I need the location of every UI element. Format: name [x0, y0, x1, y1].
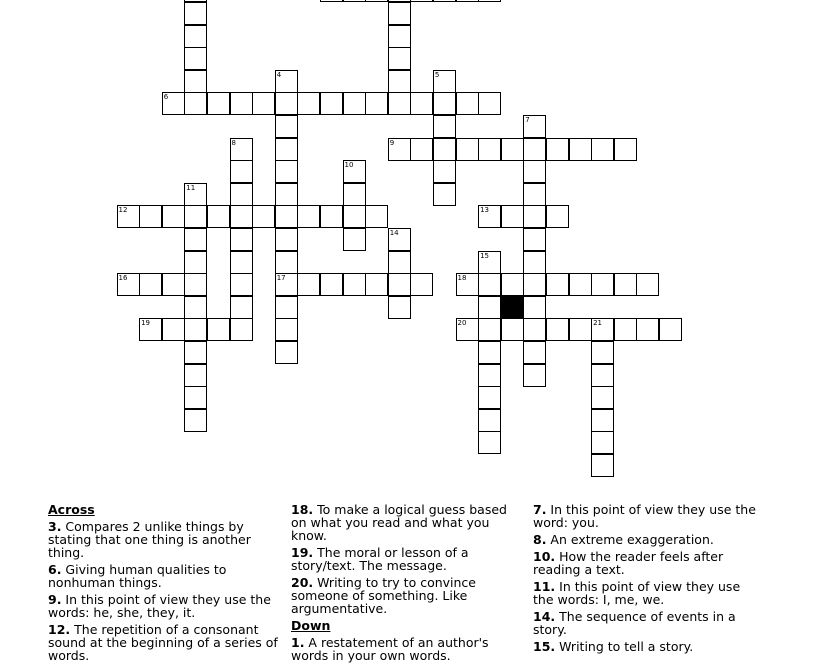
grid-cell[interactable]: [230, 273, 253, 296]
grid-cell[interactable]: [184, 386, 207, 409]
grid-cell[interactable]: [230, 318, 253, 341]
grid-cell[interactable]: [184, 251, 207, 274]
clue-text: The repetition of a consonant sound at the beginning of a series of words.: [48, 622, 278, 663]
grid-cell[interactable]: [478, 386, 501, 409]
grid-cell[interactable]: [433, 183, 456, 206]
grid-cell[interactable]: [523, 318, 546, 341]
clue-number: 19: [141, 319, 151, 328]
clues-column-1: [48, 503, 280, 666]
grid-cell[interactable]: [410, 0, 433, 2]
grid-cell[interactable]: [184, 47, 207, 70]
grid-cell[interactable]: [365, 92, 388, 115]
grid-cell[interactable]: [478, 205, 501, 228]
clue: [533, 610, 758, 636]
grid-cell[interactable]: [591, 454, 614, 477]
grid-cell[interactable]: [433, 0, 456, 2]
grid-cell[interactable]: [523, 251, 546, 274]
grid-cell[interactable]: [388, 251, 411, 274]
grid-cell[interactable]: [275, 205, 298, 228]
grid-cell[interactable]: [614, 318, 637, 341]
grid-cell[interactable]: [501, 205, 524, 228]
grid-cell[interactable]: [275, 273, 298, 296]
grid-cell[interactable]: [591, 318, 614, 341]
clue-number: 8: [231, 138, 236, 147]
grid-cell[interactable]: [184, 364, 207, 387]
grid-cell[interactable]: [523, 183, 546, 206]
grid-cell[interactable]: [343, 160, 366, 183]
grid-cell[interactable]: [614, 273, 637, 296]
down-heading: Down: [291, 618, 331, 633]
grid-cell[interactable]: [275, 183, 298, 206]
grid-cell[interactable]: [478, 251, 501, 274]
grid-cell[interactable]: [320, 205, 343, 228]
clue-number: 7.: [533, 502, 547, 517]
grid-cell[interactable]: [388, 228, 411, 251]
grid-cell[interactable]: [478, 318, 501, 341]
grid-cell[interactable]: [184, 409, 207, 432]
grid-cell[interactable]: [523, 138, 546, 161]
grid-cell[interactable]: [184, 25, 207, 48]
clue-number: 1.: [291, 635, 305, 650]
clues-column-2: [291, 503, 521, 666]
grid-cell[interactable]: [433, 70, 456, 93]
clue: [291, 576, 521, 615]
clue-number: 10: [344, 161, 354, 170]
grid-cell[interactable]: [297, 273, 320, 296]
clue-number: 12: [118, 206, 128, 215]
clue-number: 16: [118, 274, 128, 283]
clue-text: How the reader feels after reading a text.: [533, 549, 724, 577]
grid-cell[interactable]: [591, 409, 614, 432]
clue: [533, 640, 758, 653]
grid-cell[interactable]: [614, 138, 637, 161]
clue-text: To make a logical guess based on what you read and what you know.: [291, 502, 507, 543]
clue-number: 15.: [533, 639, 556, 654]
clue-number: 14.: [533, 609, 556, 624]
clues-column-3: [533, 503, 758, 657]
grid-cell[interactable]: [569, 318, 592, 341]
grid-cell[interactable]: [546, 138, 569, 161]
grid-cell[interactable]: [343, 92, 366, 115]
grid-cell[interactable]: [388, 273, 411, 296]
grid-cell[interactable]: [162, 273, 185, 296]
grid-cell[interactable]: [523, 228, 546, 251]
grid-cell[interactable]: [230, 205, 253, 228]
clue-number: 20.: [291, 575, 314, 590]
clue-text: Compares 2 unlike things by stating that one thing is another thing.: [48, 519, 251, 560]
clue: [291, 546, 521, 572]
grid-cell[interactable]: [184, 273, 207, 296]
clue-number: 18.: [291, 502, 314, 517]
grid-cell[interactable]: [365, 273, 388, 296]
grid-cell[interactable]: [184, 183, 207, 206]
grid-cell[interactable]: [320, 92, 343, 115]
grid-cell[interactable]: [297, 205, 320, 228]
clue-number: 4: [276, 70, 282, 79]
clue: [533, 533, 758, 546]
grid-cell[interactable]: [478, 341, 501, 364]
grid-cell[interactable]: [591, 138, 614, 161]
clue-number: 14: [389, 229, 399, 237]
grid-cell[interactable]: [636, 318, 659, 341]
grid-cell[interactable]: [478, 273, 501, 296]
grid-cell[interactable]: [388, 25, 411, 48]
clue-number: 6: [163, 93, 169, 102]
grid-cell[interactable]: [478, 138, 501, 161]
grid-cell[interactable]: [433, 160, 456, 183]
grid-cell[interactable]: [546, 205, 569, 228]
grid-cell[interactable]: [207, 318, 230, 341]
grid-cell[interactable]: [456, 0, 479, 2]
clue-number: 18: [457, 274, 467, 283]
grid-cell[interactable]: [275, 251, 298, 274]
clue-number: 12.: [48, 622, 71, 637]
clue-text: In this point of view they use the word: you.: [533, 502, 756, 530]
clue-number: 3.: [48, 519, 62, 534]
grid-cell[interactable]: [478, 296, 501, 319]
grid-cell[interactable]: [388, 92, 411, 115]
grid-cell[interactable]: [591, 386, 614, 409]
grid-cell[interactable]: [343, 273, 366, 296]
grid-cell[interactable]: [184, 296, 207, 319]
grid-cell[interactable]: [275, 296, 298, 319]
grid-cell[interactable]: [501, 318, 524, 341]
grid-cell[interactable]: [546, 273, 569, 296]
across-clue-list-continued: [291, 503, 521, 615]
grid-cell[interactable]: [478, 92, 501, 115]
clue-text: Writing to try to convince someone of something. Like argumentative.: [291, 575, 476, 616]
grid-cell[interactable]: [184, 205, 207, 228]
grid-cell[interactable]: [230, 251, 253, 274]
grid-cell[interactable]: [388, 70, 411, 93]
grid-cell[interactable]: [433, 138, 456, 161]
grid-cell[interactable]: [139, 205, 162, 228]
clue-text: An extreme exaggeration.: [546, 532, 714, 547]
grid-cell[interactable]: [275, 70, 298, 93]
clue-number: 10.: [533, 549, 556, 564]
grid-cell[interactable]: [117, 205, 140, 228]
grid-cell[interactable]: [162, 205, 185, 228]
grid-cell[interactable]: [523, 160, 546, 183]
grid-cell[interactable]: [230, 92, 253, 115]
grid-cell[interactable]: [184, 318, 207, 341]
across-clue-list: [48, 520, 280, 662]
grid-cell[interactable]: [230, 296, 253, 319]
across-heading: Across: [48, 502, 95, 517]
down-clue-list: [291, 636, 521, 662]
grid-cell[interactable]: [523, 341, 546, 364]
grid-cell[interactable]: [523, 296, 546, 319]
grid-cell[interactable]: [591, 364, 614, 387]
grid-cell[interactable]: [523, 205, 546, 228]
grid-cell[interactable]: [388, 47, 411, 70]
clue-number: 20: [457, 319, 467, 328]
grid-cell[interactable]: [365, 0, 388, 2]
grid-cell[interactable]: [297, 92, 320, 115]
grid-cell[interactable]: [230, 160, 253, 183]
grid-cell[interactable]: [162, 318, 185, 341]
grid-cell[interactable]: [365, 205, 388, 228]
grid-cell[interactable]: [275, 138, 298, 161]
clue-number: 6.: [48, 562, 62, 577]
black-square: [501, 296, 524, 319]
clue: [48, 623, 280, 662]
clue-number: 15: [480, 251, 490, 260]
grid-cell[interactable]: [275, 115, 298, 138]
grid-cell[interactable]: [478, 364, 501, 387]
grid-cell[interactable]: [591, 431, 614, 454]
grid-cell[interactable]: [252, 205, 275, 228]
grid-cell[interactable]: [388, 296, 411, 319]
clue-number: 9: [389, 138, 395, 147]
grid-cell[interactable]: [501, 273, 524, 296]
clue-text: In this point of view they use the words: he, she, they, it.: [48, 592, 271, 620]
grid-cell[interactable]: [275, 228, 298, 251]
grid-cell[interactable]: [388, 138, 411, 161]
clue-number: 13: [480, 206, 490, 215]
grid-cell[interactable]: [184, 228, 207, 251]
grid-cell[interactable]: [343, 0, 366, 2]
clue-number: 17: [276, 274, 286, 283]
grid-cell[interactable]: [184, 70, 207, 93]
grid-cell[interactable]: [478, 431, 501, 454]
grid-cell[interactable]: [546, 318, 569, 341]
clue-number: 21: [593, 319, 603, 328]
clue: [48, 593, 280, 619]
clue-number: 9.: [48, 592, 62, 607]
down-clue-list-continued: [533, 503, 758, 653]
grid-cell[interactable]: [343, 183, 366, 206]
clue-number: 11.: [533, 579, 556, 594]
clue: [533, 550, 758, 576]
grid-cell[interactable]: [139, 318, 162, 341]
grid-cell[interactable]: [456, 273, 479, 296]
grid-cell[interactable]: [523, 115, 546, 138]
grid-cell[interactable]: [162, 92, 185, 115]
grid-cell[interactable]: [117, 273, 140, 296]
clue-text: A restatement of an author's words in your own words.: [291, 635, 489, 663]
grid-cell[interactable]: [659, 318, 682, 341]
grid-cell[interactable]: [456, 138, 479, 161]
grid-cell[interactable]: [456, 92, 479, 115]
grid-cell[interactable]: [207, 205, 230, 228]
grid-cell[interactable]: [275, 341, 298, 364]
grid-cell[interactable]: [456, 318, 479, 341]
grid-cell[interactable]: [410, 138, 433, 161]
clue: [533, 503, 758, 529]
grid-cell[interactable]: [275, 318, 298, 341]
grid-cell[interactable]: [139, 273, 162, 296]
grid-cell[interactable]: [410, 273, 433, 296]
grid-cell[interactable]: [207, 92, 230, 115]
grid-cell[interactable]: [433, 115, 456, 138]
clue: [48, 563, 280, 589]
grid-cell[interactable]: [636, 273, 659, 296]
grid-cell[interactable]: [569, 273, 592, 296]
grid-cell[interactable]: [478, 409, 501, 432]
grid-cell[interactable]: [433, 92, 456, 115]
grid-cell[interactable]: [230, 183, 253, 206]
clue: [48, 520, 280, 559]
grid-cell[interactable]: [478, 0, 501, 2]
grid-cell[interactable]: [343, 228, 366, 251]
clue-number: 5: [434, 70, 440, 79]
grid-cell[interactable]: [569, 138, 592, 161]
clue: [291, 636, 521, 662]
grid-cell[interactable]: [230, 228, 253, 251]
grid-cell[interactable]: [523, 273, 546, 296]
clue: [533, 580, 758, 606]
clue-number: 8.: [533, 532, 547, 547]
grid-cell[interactable]: [275, 160, 298, 183]
grid-cell[interactable]: [320, 0, 343, 2]
grid-cell[interactable]: [184, 341, 207, 364]
grid-cell[interactable]: [184, 92, 207, 115]
grid-cell[interactable]: [523, 364, 546, 387]
clue-text: In this point of view they use the words: I, me, we.: [533, 579, 741, 607]
grid-cell[interactable]: [343, 205, 366, 228]
grid-cell[interactable]: [252, 92, 275, 115]
grid-cell[interactable]: [410, 92, 433, 115]
clue-number: 11: [186, 183, 196, 192]
grid-cell[interactable]: [275, 92, 298, 115]
grid-cell[interactable]: [320, 273, 343, 296]
clue-number: 7: [525, 116, 530, 124]
clue-text: The sequence of events in a story.: [533, 609, 736, 637]
grid-cell[interactable]: [230, 138, 253, 161]
clue-text: Giving human qualities to nonhuman things.: [48, 562, 227, 590]
clue-number: 19.: [291, 545, 314, 560]
clue: [291, 503, 521, 542]
grid-cell[interactable]: [388, 2, 411, 25]
grid-cell[interactable]: [184, 2, 207, 25]
grid-cell[interactable]: [591, 273, 614, 296]
clue-text: Writing to tell a story.: [555, 639, 694, 654]
grid-cell[interactable]: [591, 341, 614, 364]
clue-text: The moral or lesson of a story/text. The message.: [291, 545, 469, 573]
grid-cell[interactable]: [501, 138, 524, 161]
